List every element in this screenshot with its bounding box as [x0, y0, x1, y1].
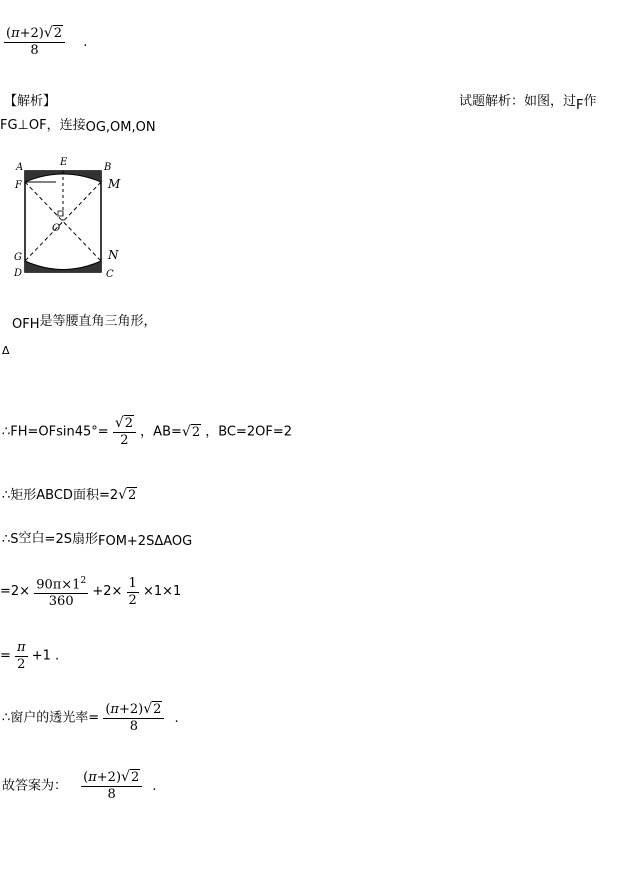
ratio-mid: +2): [118, 702, 144, 717]
calc-frac1-den: 360: [48, 594, 74, 610]
ofh-line: [12, 310, 157, 332]
label-m: M: [108, 177, 121, 191]
label-b: B: [104, 162, 112, 173]
answer-den: 8: [107, 787, 116, 802]
header-line2: [0, 114, 156, 133]
intro-tail: 作: [583, 94, 597, 109]
calc-frac1-num: 90π×1: [36, 577, 81, 593]
ab-sqrt: √2: [181, 423, 201, 440]
result-prefix: =: [0, 648, 11, 664]
label-o: O: [52, 223, 61, 234]
label-c: C: [106, 269, 114, 280]
answer-tail: .: [152, 778, 157, 794]
result-den: 2: [17, 657, 26, 672]
area-sqrt-value: 2: [128, 488, 137, 503]
ratio-prefix: ∴窗户的透光率=: [2, 710, 100, 726]
ratio-line: [2, 702, 179, 734]
sqrt: √2: [43, 25, 63, 41]
calc-frac2-den: 2: [128, 592, 137, 608]
fh-line: [2, 416, 292, 448]
result-num: π: [17, 640, 26, 655]
calc-mid: +2×: [92, 584, 123, 600]
answer-paren: (: [83, 770, 89, 785]
blank-sub: 空白: [18, 531, 45, 546]
ab-prefix: ，AB=: [140, 424, 182, 440]
sector-sub: 扇形: [71, 532, 98, 547]
fh-sqrt-value: 2: [124, 416, 134, 431]
calc-fraction-2: [127, 576, 139, 608]
top-answer-fraction: [4, 26, 65, 58]
ab-sqrt-value: 2: [191, 424, 201, 440]
result-line: [0, 640, 59, 672]
area-line: [2, 484, 137, 503]
label-e: E: [60, 157, 68, 168]
right-angle-mark: [58, 211, 63, 216]
line2-tail: OG,OM,ON: [85, 120, 156, 135]
calc-tail: ×1×1: [142, 584, 182, 600]
blank-tail: FOM+2SΔAOG: [97, 534, 193, 549]
area-prefix: ∴矩形ABCD面积=2: [2, 488, 119, 503]
sqrt-value: 2: [53, 26, 63, 41]
ratio-sqrt-value: 2: [153, 702, 162, 717]
geometry-figure: [10, 154, 130, 282]
bc-text: ，BC=2OF=2: [205, 424, 293, 440]
section-label: 【解析】: [4, 94, 57, 109]
plus-two: +2): [19, 26, 44, 41]
label-g: G: [14, 252, 22, 263]
blank-s: ∴S: [2, 532, 19, 547]
intro-text: [459, 90, 597, 113]
intro-letter: F: [576, 98, 584, 113]
label-f: F: [15, 180, 22, 191]
fh-prefix: ∴FH=OFsin45°=: [2, 424, 109, 440]
intro-main: 试题解析：如图，过: [459, 94, 577, 109]
area-sqrt: √2: [118, 487, 137, 503]
label-n: N: [108, 248, 119, 262]
ratio-den: 8: [129, 719, 138, 734]
result-fraction: [15, 640, 28, 672]
fh-denominator: 2: [120, 433, 129, 448]
answer-pi: π: [88, 770, 97, 785]
result-tail: +1 .: [31, 648, 60, 664]
blank-mid: =2S: [44, 532, 72, 547]
answer-sqrt-value: 2: [130, 770, 140, 785]
blank-area-line: [2, 528, 192, 547]
answer-line: [2, 770, 157, 802]
ofh-text: 是等腰直角三角形，: [39, 314, 157, 329]
calc-frac2-num: 1: [128, 575, 137, 591]
calc-frac1-sup: 2: [80, 576, 87, 586]
top-answer: [4, 26, 87, 58]
calc-fraction-1: [34, 574, 88, 609]
answer-fraction: $\frac{(\pi+2)√2}{8}$: [81, 770, 142, 802]
ratio-fraction: $\frac{(\pi+2)√2}{8}$: [103, 702, 164, 734]
bottom-shaded-region: [25, 261, 101, 272]
fh-fraction: $\frac{√2}{2}$: [113, 416, 136, 448]
calc-line: [0, 574, 181, 609]
triangle-mark: Δ: [2, 344, 10, 357]
label-d: D: [14, 268, 23, 279]
pi-symbol: π: [11, 26, 20, 41]
ratio-paren: (: [105, 702, 111, 717]
calc-prefix: =2×: [0, 584, 31, 600]
trailing-dot: .: [83, 34, 88, 50]
answer-prefix: 故答案为：: [2, 778, 68, 794]
denominator: 8: [30, 43, 39, 58]
rectangle-abcd: [25, 171, 101, 272]
line2-main: FG⊥OF，连接: [0, 118, 86, 133]
paren-open: (: [6, 26, 12, 41]
ofh-label: OFH: [12, 317, 40, 332]
ratio-pi: π: [110, 702, 119, 717]
label-a: A: [16, 162, 24, 173]
ratio-tail: .: [174, 710, 179, 726]
answer-mid: +2): [96, 770, 122, 785]
